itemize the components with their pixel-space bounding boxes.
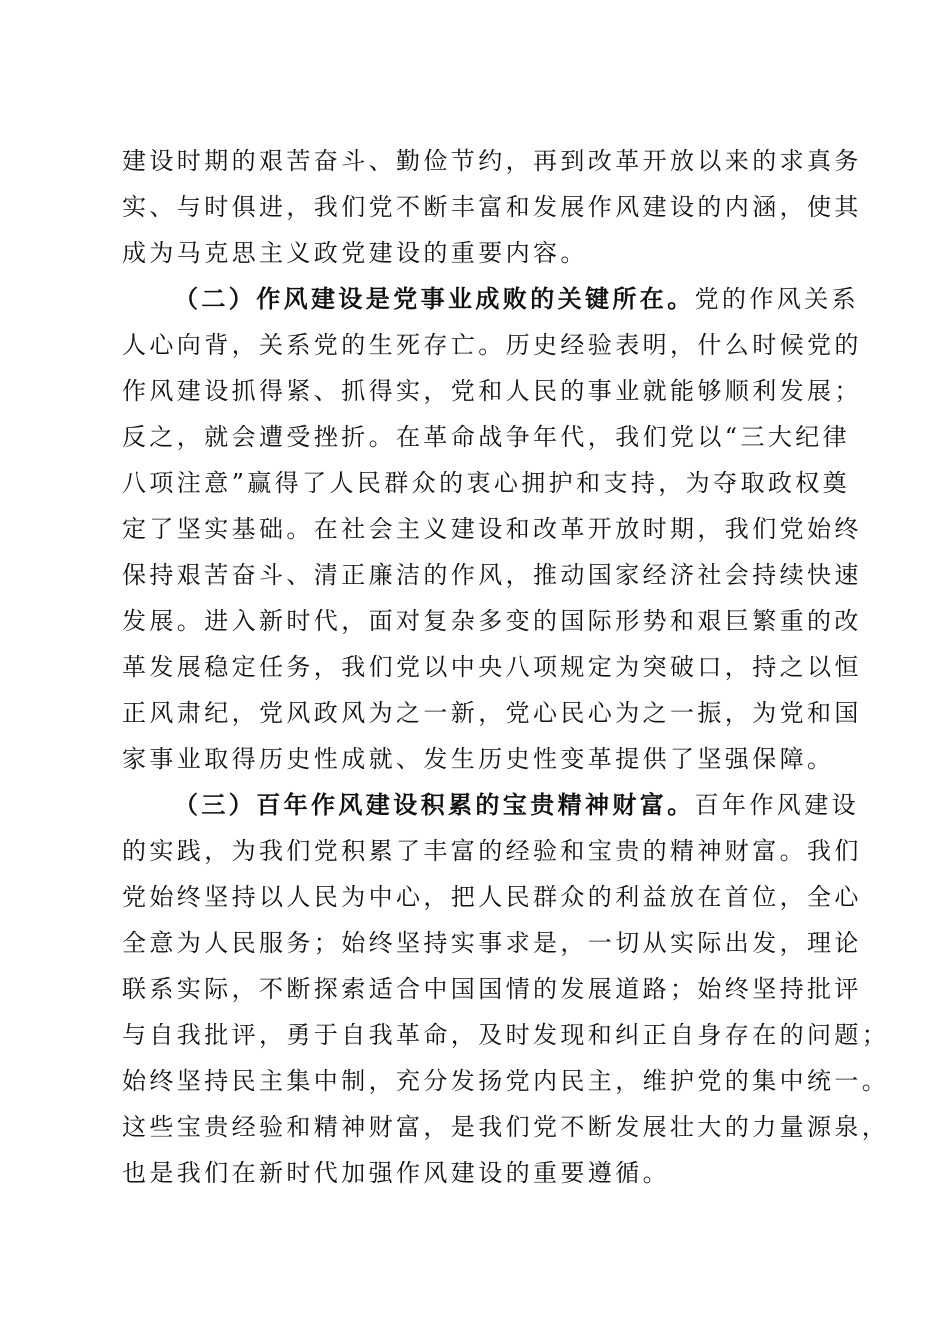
text-line: 这些宝贵经验和精神财富，是我们党不断发展壮大的力量源泉， [122, 1113, 890, 1141]
text-run: 党的作风关系 [694, 285, 860, 313]
text-line: 反之，就会遭受挫折。在革命战争年代，我们党以“三大纪律 [122, 423, 851, 451]
text-line: 家事业取得历史性成就、发生历史性变革提供了坚强保障。 [122, 745, 835, 773]
section-heading: （三）百年作风建设积累的宝贵精神财富。 [174, 791, 695, 819]
paragraph-section-3 [122, 782, 890, 1196]
text-line: 正风肃纪，党风政风为之一新，党心民心为之一振，为党和国 [122, 699, 862, 727]
text-line: 保持艰苦奋斗、清正廉洁的作风，推动国家经济社会持续快速 [122, 561, 862, 589]
text-line [122, 276, 860, 322]
text-line: 作风建设抓得紧、抓得实，党和人民的事业就能够顺利发展； [122, 377, 862, 405]
text-line: 始终坚持民主集中制，充分发扬党内民主，维护党的集中统一。 [122, 1067, 890, 1095]
text-line: 也是我们在新时代加强作风建设的重要遵循。 [122, 1159, 670, 1187]
document-body [122, 138, 890, 1196]
text-line: 八项注意”赢得了人民群众的衷心拥护和支持，为夺取政权奠 [122, 469, 851, 497]
paragraph-section-2 [122, 276, 862, 782]
text-line [122, 782, 860, 828]
text-line: 革发展稳定任务，我们党以中央八项规定为突破口，持之以恒 [122, 653, 862, 681]
paragraph-continuation [122, 138, 862, 276]
text-run: 百年作风建设 [694, 791, 860, 819]
section-heading: （二）作风建设是党事业成败的关键所在。 [174, 285, 695, 313]
text-line: 联系实际，不断探索适合中国国情的发展道路；始终坚持批评 [122, 975, 862, 1003]
text-line: 成为马克思主义政党建设的重要内容。 [122, 239, 588, 267]
text-line: 的实践，为我们党积累了丰富的经验和宝贵的精神财富。我们 [122, 837, 862, 865]
text-line: 定了坚实基础。在社会主义建设和改革开放时期，我们党始终 [122, 515, 862, 543]
text-line: 与自我批评，勇于自我革命，及时发现和纠正自身存在的问题； [122, 1021, 890, 1049]
text-line: 人心向背，关系党的生死存亡。历史经验表明，什么时候党的 [122, 331, 862, 359]
text-line: 建设时期的艰苦奋斗、勤俭节约，再到改革开放以来的求真务 [122, 147, 862, 175]
text-line: 实、与时俱进，我们党不断丰富和发展作风建设的内涵，使其 [122, 193, 862, 221]
text-line: 发展。进入新时代，面对复杂多变的国际形势和艰巨繁重的改 [122, 607, 862, 635]
text-line: 党始终坚持以人民为中心，把人民群众的利益放在首位，全心 [122, 883, 862, 911]
text-line: 全意为人民服务；始终坚持实事求是，一切从实际出发，理论 [122, 929, 862, 957]
